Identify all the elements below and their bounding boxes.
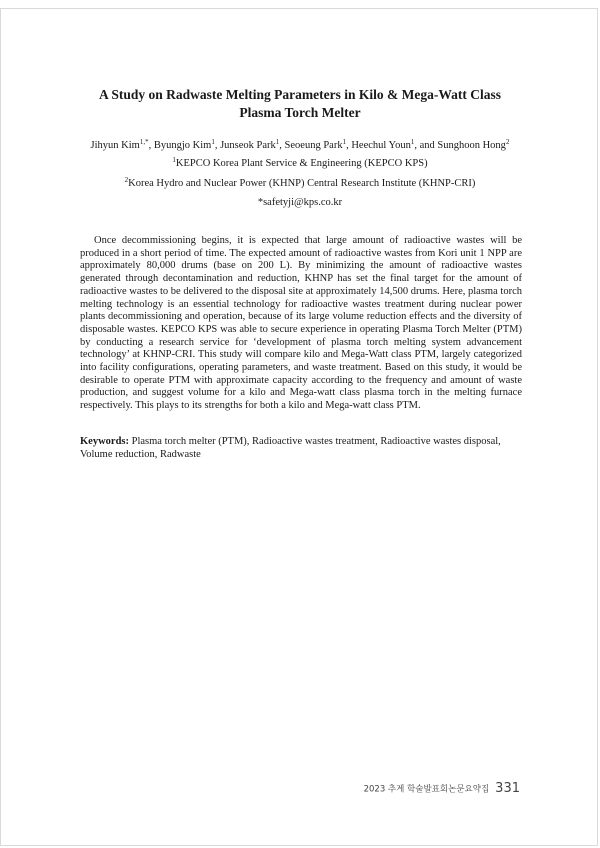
affiliation-2 [40, 177, 560, 191]
author-sup: 2 [505, 138, 510, 146]
affiliation-text: KEPCO Korea Plant Service & Engineering (KEPCO KPS) [175, 158, 428, 169]
author-sup: 1 [342, 138, 347, 146]
author-sup: 1 [410, 138, 415, 146]
author-separator: , [214, 140, 221, 151]
keywords-list: Plasma torch melter (PTM), Radioactive wastes treatment, Radioactive wastes disposal, Volume reduction, Radwaste [80, 436, 501, 460]
title-line-2: Plasma Torch Melter [239, 105, 361, 120]
page-footer [320, 778, 520, 797]
page-border [0, 8, 598, 846]
author-name: Heechul Youn [351, 140, 411, 151]
author-name: Seoeung Park [284, 140, 343, 151]
paper-title [60, 86, 540, 122]
author-separator: , [279, 140, 285, 151]
corresponding-email: *safetyji@kps.co.kr [257, 197, 343, 208]
author-separator: , and [414, 140, 438, 151]
page-number: 331 [495, 781, 520, 796]
abstract-body: Once decommissioning begins, it is expected that large amount of radioactive wastes will be produced in a short period of time. The expected amount of radioactive wastes from Kori unit 1 NPP are approximately 80,000 drums (base on 200 L). By minimizing the amount of radioactive wastes generated through decontamination and reduction, KHNP has set the final target for the amount of radioactive wastes to be delivered to the disposal site at approximately 14,500 drums. Here, plasma torch melting technology is an essential technology for radioactive wastes treatment during nuclear power plants decommissioning and operation, because of its large volume reduction effects and the diversity of disposable wastes. KEPCO KPS was able to secure experience in operating Plasma Torch Melter (PTM) by conducting a research service for ‘development of plasma torch melting system advancement technology’ at KHNP-CRI. This study will compare kilo and Mega-Watt class PTM, largely categorized into facility configurations, operating parameters, and waste treatment. Based on this study, it would be desirable to operate PTM with approximate capacity according to the frequency and amount of waste production, and suggest volume for a kilo and Mega-watt class plasma torch in the melting furnace respectively. This plays to its strengths for both a kilo and Mega-watt class PTM. [80, 235, 522, 412]
affiliation-sup: 1 [172, 156, 176, 164]
affiliation-sup: 2 [124, 176, 129, 184]
author-sup: 1 [275, 138, 280, 146]
author-name: Junseok Park [220, 140, 276, 151]
author-separator: , [346, 140, 352, 151]
author-sup: 1,* [139, 138, 149, 146]
keywords [80, 436, 528, 461]
proceedings-title: 2023 추계 학술발표회논문요약집 [363, 784, 490, 795]
author-name: Sunghoon Hong [437, 140, 506, 151]
author-sup: 1 [211, 138, 215, 146]
author-name: Jihyun Kim [90, 140, 140, 151]
author-list [40, 139, 560, 153]
keywords-label: Keywords: [80, 436, 129, 447]
affiliation-text: Korea Hydro and Nuclear Power (KHNP) Central Research Institute (KHNP-CRI) [128, 178, 476, 189]
author-separator: , [148, 140, 154, 151]
affiliation-1 [40, 157, 560, 171]
title-line-1: A Study on Radwaste Melting Parameters in Kilo & Mega-Watt Class [99, 87, 501, 102]
author-name: Byungjo Kim [153, 140, 212, 151]
